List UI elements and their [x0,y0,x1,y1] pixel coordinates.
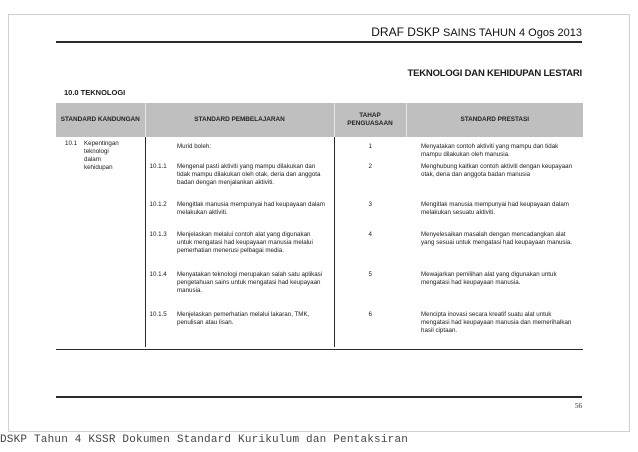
header-rule [56,41,582,43]
page-number: 56 [575,402,582,410]
draft-label: DRAF DSKP [371,25,440,39]
draft-subtitle: SAINS TAHUN 4 Ogos 2013 [443,27,582,39]
learning-intro: Murid boleh: [177,143,212,150]
learning-code: 10.1.2 [145,197,175,227]
footer-rule [56,396,582,398]
performance-text: Mengitlak manusia mempunyai had keupayaan dalam melakukan sesuatu aktiviti. [421,200,569,216]
theme-title: TEKNOLOGI DAN KEHIDUPAN LESTARI [407,68,582,79]
table-header-row [56,103,583,137]
learning-code: 10.1.4 [145,267,175,307]
performance-level: 4 [334,227,406,267]
performance-text: Menyatakan contoh aktiviti yang mampu dan tidak mampu dilakukan oleh manusia. [421,143,559,158]
standards-table [56,103,583,350]
performance-level: 5 [334,267,406,307]
draft-title [371,25,582,39]
content-standard-text: Kepentingan teknologi dalam kehidupan [84,140,119,171]
performance-text: Menyelesaikan masalah dengan mencadangkan alat yang sesuai untuk mengatasi had keupayaan manusia. [421,230,573,246]
header-tahap-penguasaan: TAHAP PENGUASAAN [334,103,406,137]
learning-code: 10.1.1 [145,159,175,197]
header-standard-pembelajaran: STANDARD PEMBELAJARAN [145,103,334,137]
learning-code: 10.1.5 [145,307,175,347]
performance-level: 3 [334,197,406,227]
content-standard-number: 10.1 [65,140,78,147]
header-standard-prestasi: STANDARD PRESTASI [406,103,583,137]
performance-text: Mewajarkan pemilihan alat yang digunakan untuk mengatasi had keupayaan manusia. [421,270,557,286]
performance-text: Menghubung kaitkan contoh aktiviti dengan keupayaan otak, deria dan anggota badan manusia [421,162,573,178]
learning-text: Menyatakan teknologi merupakan salah satu aplikasi pengetahuan sains untuk mengatasi had keupayaan manusia. [177,270,323,294]
section-title: 10.0 TEKNOLOGI [64,88,126,97]
learning-text: Menjelaskan pemerhatian melalui lakaran, TMK, penulisan atau lisan. [177,310,310,326]
performance-level: 6 [334,307,406,347]
document-footer: DSKP Tahun 4 KSSR Dokumen Standard Kurikulum dan Pentaksiran [0,434,409,446]
learning-text: Menjelaskan melalui contoh alat yang digunakan untuk mengatasi had keupayaan manusia melalui pemerhatian menerusi pelbagai media. [177,230,313,254]
performance-text: Mencipta inovasi secara kreatif suatu alat untuk mengatasi had keupayaan manusia dan memerihalkan hasil ciptaan. [421,310,572,334]
performance-level: 1 [334,137,406,159]
header-standard-kandungan: STANDARD KANDUNGAN [56,103,145,137]
performance-level: 2 [334,159,406,197]
learning-code: 10.1.3 [145,227,175,267]
learning-text: Mengitlak manusia mempunyai had keupayaan dalam melakukan aktiviti. [177,200,325,216]
learning-text: Mengenal pasti aktiviti yang mampu dilakukan dan tidak mampu dilakukan oleh otak, deria dan anggota badan dengan menjalankan aktiviti. [177,162,321,186]
